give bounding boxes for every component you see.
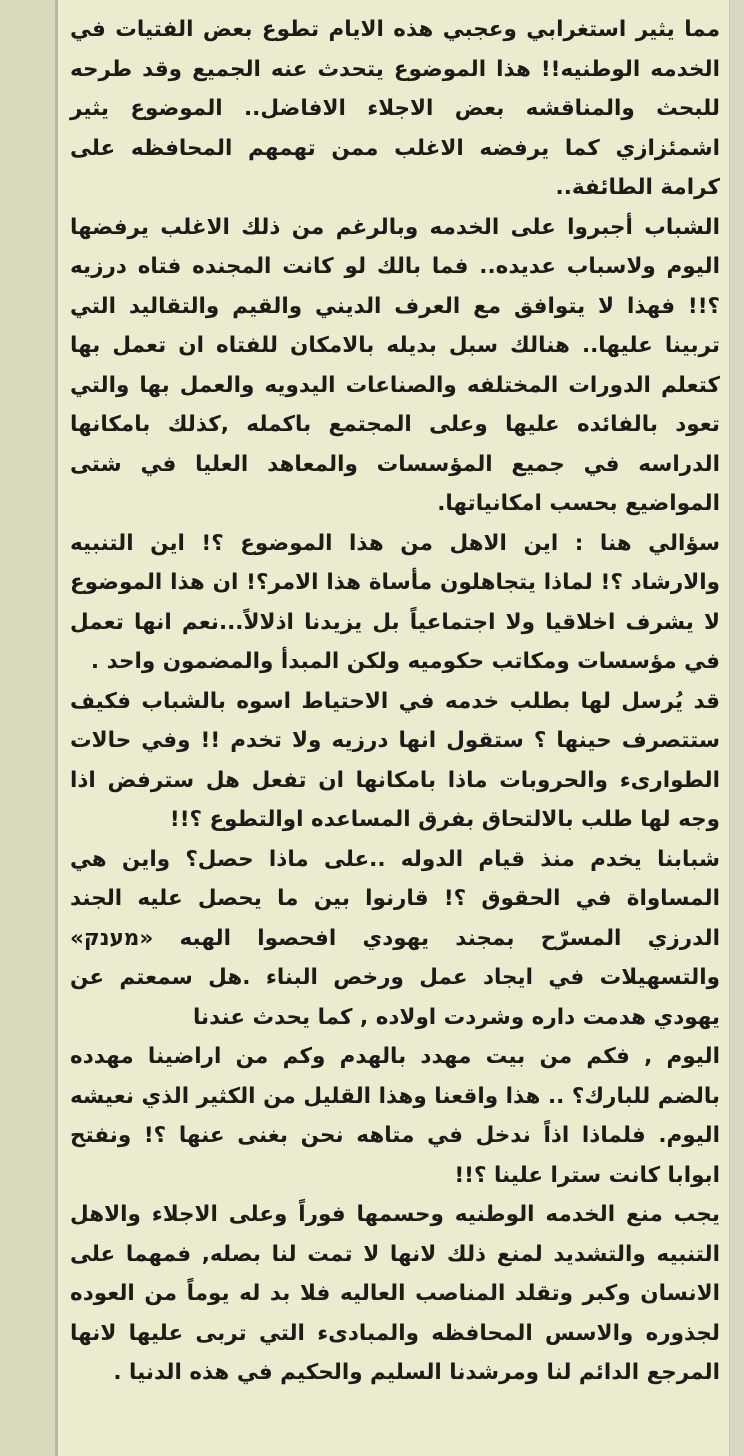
page-fold-shadow	[55, 0, 58, 1456]
paragraph-5: شبابنا يخدم منذ قيام الدوله ..على ماذا حصل؟ واين هي المساواة في الحقوق ؟! قارنوا بين ما يحصل عليه الجند الدرزي المسرّح بمجند يهودي افحصوا الهبه «מענק» والتسهيلات في ايجاد عمل ورخص البناء .هل سمعتم عن يهودي هدمت داره وشردت اولاده , كما يحدث عندنا	[70, 846, 720, 1030]
paragraph-3: سؤالي هنا : اين الاهل من هذا الموضوع ؟! اين التنبيه والارشاد ؟! لماذا يتجاهلون مأساة هذا الامر؟! ان هذا الموضوع لا يشرف اخلاقيا ولا اجتماعياً بل يزيدنا اذلالاً...نعم انها تعمل في مؤسسات ومكاتب حكوميه ولكن المبدأ والمضمون واحد .	[70, 530, 720, 674]
paragraph-6: اليوم , فكم من بيت مهدد بالهدم وكم من اراضينا مهدده بالضم للبارك؟ .. هذا واقعنا وهذا القليل من الكثير الذي نعيشه اليوم. فلماذا اذاً ندخل في متاهه نحن بغنى عنها ؟! ونفتح ابوابا كانت سترا علينا ؟!!	[70, 1044, 720, 1188]
article-column	[70, 10, 720, 1393]
paragraph-2: الشباب أجبروا على الخدمه وبالرغم من ذلك الاغلب يرفضها اليوم ولاسباب عديده.. فما بالك لو كانت المجنده فتاه درزيه ؟!! فهذا لا يتوافق مع العرف الديني والقيم والتقاليد التي تربينا عليها.. هنالك سبل بديله بالامكان للفتاه ان تعمل بها كتعلم الدورات المختلفه والصناعات اليدويه والعمل بها والتي تعود بالفائده عليها وعلى المجتمع باكمله ,كذلك بامكانها الدراسه في جميع المؤسسات والمعاهد العليا في شتى المواضيع بحسب امكانياتها.	[70, 214, 720, 516]
paragraph-7: يجب منع الخدمه الوطنيه وحسمها فوراً وعلى الاجلاء والاهل التنبيه والتشديد لمنع ذلك لانها لا تمت لنا بصله, فمهما على الانسان وكبر وتقلد المناصب العاليه فلا بد له يوماً من العوده لجذوره والاسس المحافظه والمبادىء التي تربى عليها لانها المرجع الدائم لنا ومرشدنا السليم والحكيم في هذه الدنيا .	[70, 1202, 720, 1385]
paragraph-1: مما يثير استغرابي وعجبي هذه الايام تطوع بعض الفتيات في الخدمه الوطنيه!! هذا الموضوع يتحدث عنه الجميع وقد طرحه للبحث والمناقشه بعض الاجلاء الافاضل.. الموضوع يثير اشمئزازي كما يرفضه الاغلب ممن تهمهم المحافظه على كرامة الطائفة..	[70, 17, 720, 200]
adjacent-page-strip	[0, 0, 56, 1456]
page-edge	[729, 0, 744, 1456]
paragraph-4: قد يُرسل لها بطلب خدمه في الاحتياط اسوه بالشباب فكيف ستتصرف حينها ؟ ستقول انها درزيه ولا تخدم !! وفي حالات الطوارىء والحروبات ماذا بامكانها ان تفعل هل سترفض اذا وجه لها طلب بالالتحاق بفرق المساعده اوالتطوع ؟!!	[70, 688, 720, 832]
